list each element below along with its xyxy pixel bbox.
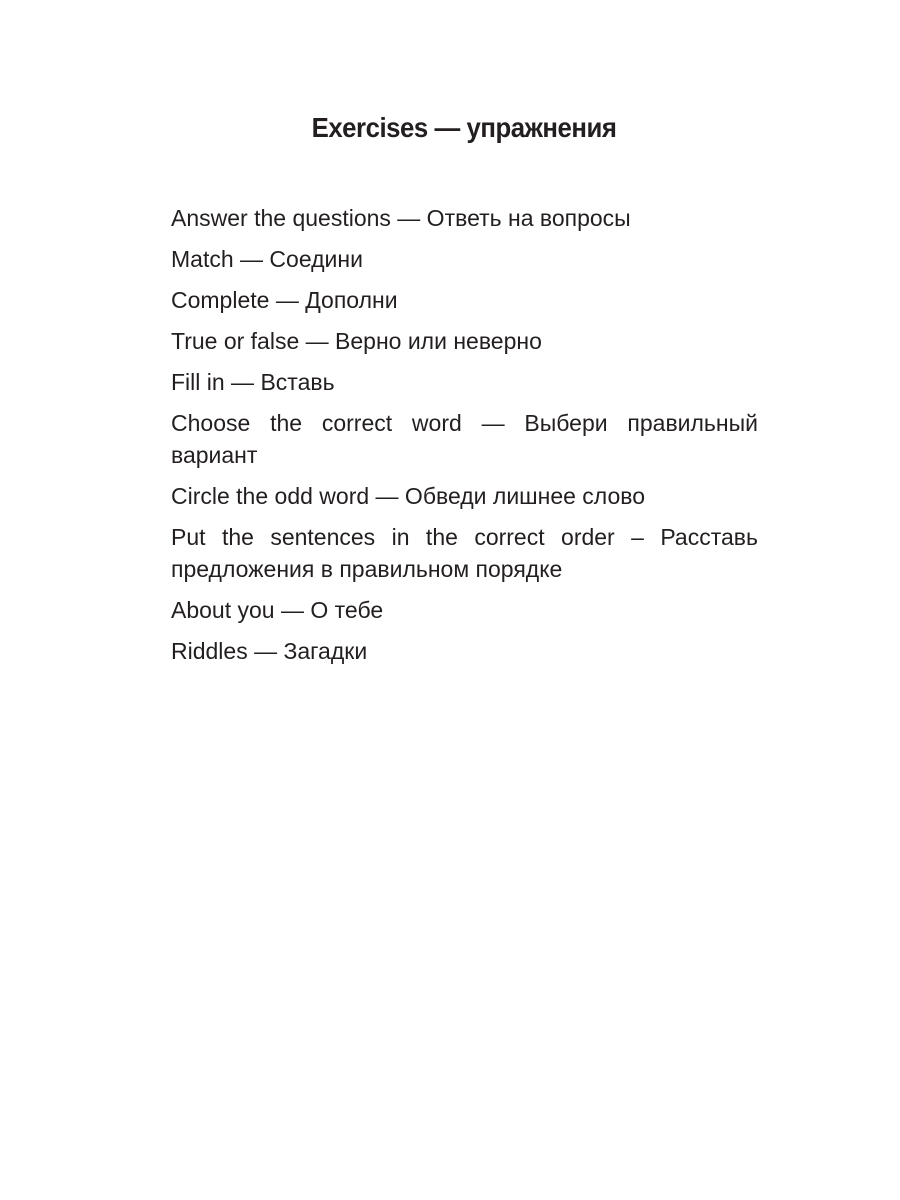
list-item: Complete — Дополни bbox=[171, 287, 398, 313]
list-item: Choose the correct word — Выбери правильный вариант bbox=[171, 410, 758, 468]
exercise-list bbox=[171, 202, 758, 676]
list-item: Circle the odd word — Обведи лишнее слово bbox=[171, 483, 646, 509]
list-item: Fill in — Вставь bbox=[171, 369, 335, 395]
list-item: Match — Соедини bbox=[171, 246, 363, 272]
list-item: About you — О тебе bbox=[171, 597, 384, 623]
list-item: True or false — Верно или неверно bbox=[171, 328, 542, 354]
list-item: Put the sentences in the correct order – Расставь предложения в правильном порядке bbox=[171, 524, 758, 582]
page-title: Exercises — упражнения bbox=[311, 112, 617, 143]
list-item: Answer the questions — Ответь на вопросы bbox=[171, 205, 631, 231]
list-item: Riddles — Загадки bbox=[171, 638, 368, 664]
